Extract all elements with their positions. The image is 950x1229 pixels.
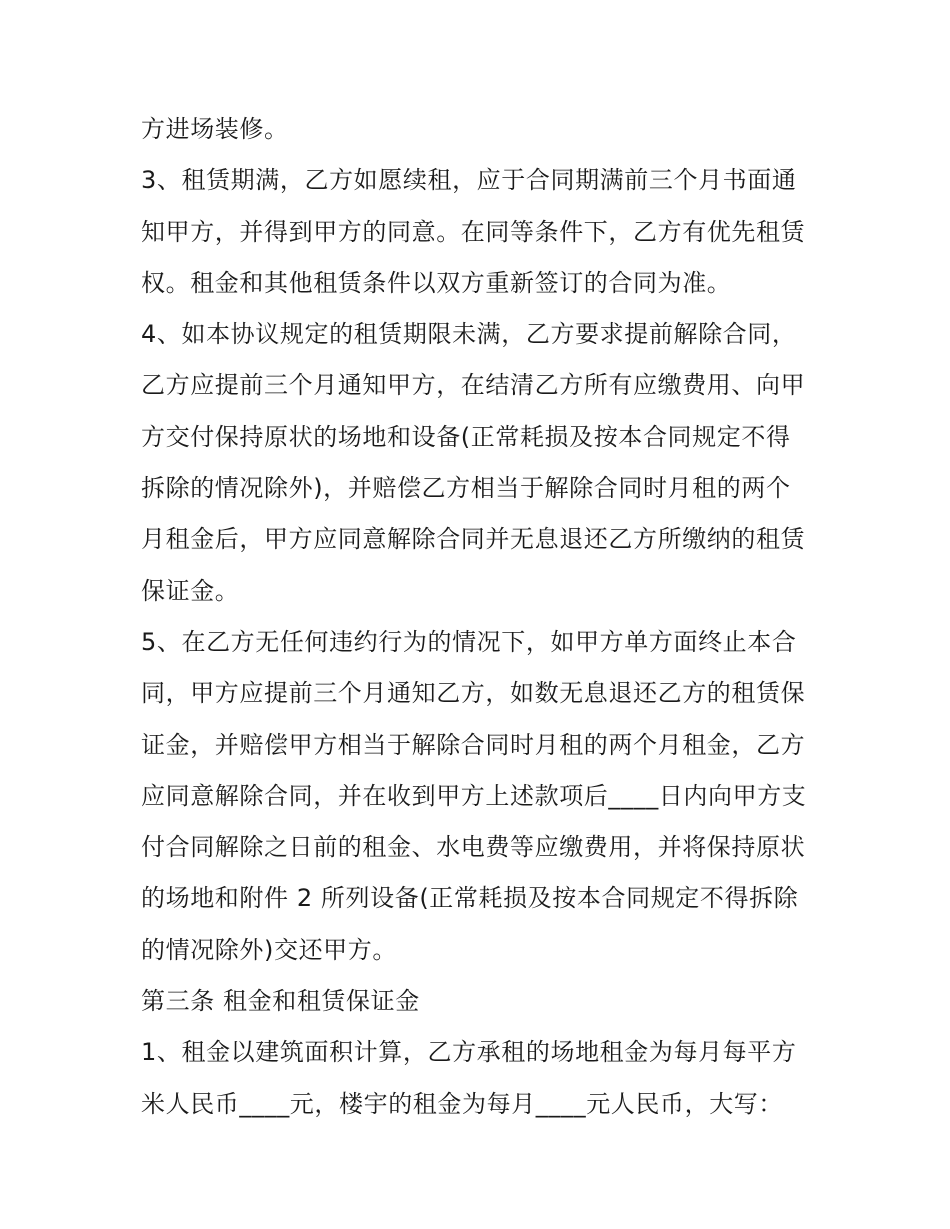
section-heading: 第三条 租金和租赁保证金 xyxy=(141,987,420,1016)
text-line: 应同意解除合同，并在收到甲方上述款项后____日内向甲方支 xyxy=(141,781,807,810)
text-line: 米人民币____元，楼宇的租金为每月____元人民币，大写： xyxy=(141,1089,783,1118)
text-line: 方进场装修。 xyxy=(141,115,289,143)
text-line: 权。租金和其他租赁条件以双方重新签订的合同为准。 xyxy=(141,268,732,297)
text-line: 5、在乙方无任何违约行为的情况下，如甲方单方面终止本合 xyxy=(141,627,797,656)
text-line: 证金，并赔偿甲方相当于解除合同时月租的两个月租金，乙方 xyxy=(141,730,806,759)
text-line: 方交付保持原状的场地和设备(正常耗损及按本合同规定不得 xyxy=(141,422,791,451)
text-line: 3、租赁期满，乙方如愿续租，应于合同期满前三个月书面通 xyxy=(141,166,797,195)
text-line: 乙方应提前三个月通知甲方，在结清乙方所有应缴费用、向甲 xyxy=(141,371,806,400)
text-line: 月租金后，甲方应同意解除合同并无息退还乙方所缴纳的租赁 xyxy=(141,525,806,554)
text-line: 拆除的情况除外)，并赔偿乙方相当于解除合同时月租的两个 xyxy=(141,474,791,503)
text-line: 的情况除外)交还甲方。 xyxy=(141,935,397,964)
text-line: 保证金。 xyxy=(141,576,240,605)
text-line: 4、如本协议规定的租赁期限未满，乙方要求提前解除合同， xyxy=(141,320,797,349)
document-body xyxy=(141,104,821,1130)
text-line: 同，甲方应提前三个月通知乙方，如数无息退还乙方的租赁保 xyxy=(141,679,806,708)
text-line: 知甲方，并得到甲方的同意。在同等条件下，乙方有优先租赁 xyxy=(141,217,806,246)
text-line: 的场地和附件 2 所列设备(正常耗损及按本合同规定不得拆除 xyxy=(141,884,799,913)
text-line: 1、租金以建筑面积计算，乙方承租的场地租金为每月每平方 xyxy=(141,1038,797,1067)
text-line: 付合同解除之日前的租金、水电费等应缴费用，并将保持原状 xyxy=(141,833,806,862)
